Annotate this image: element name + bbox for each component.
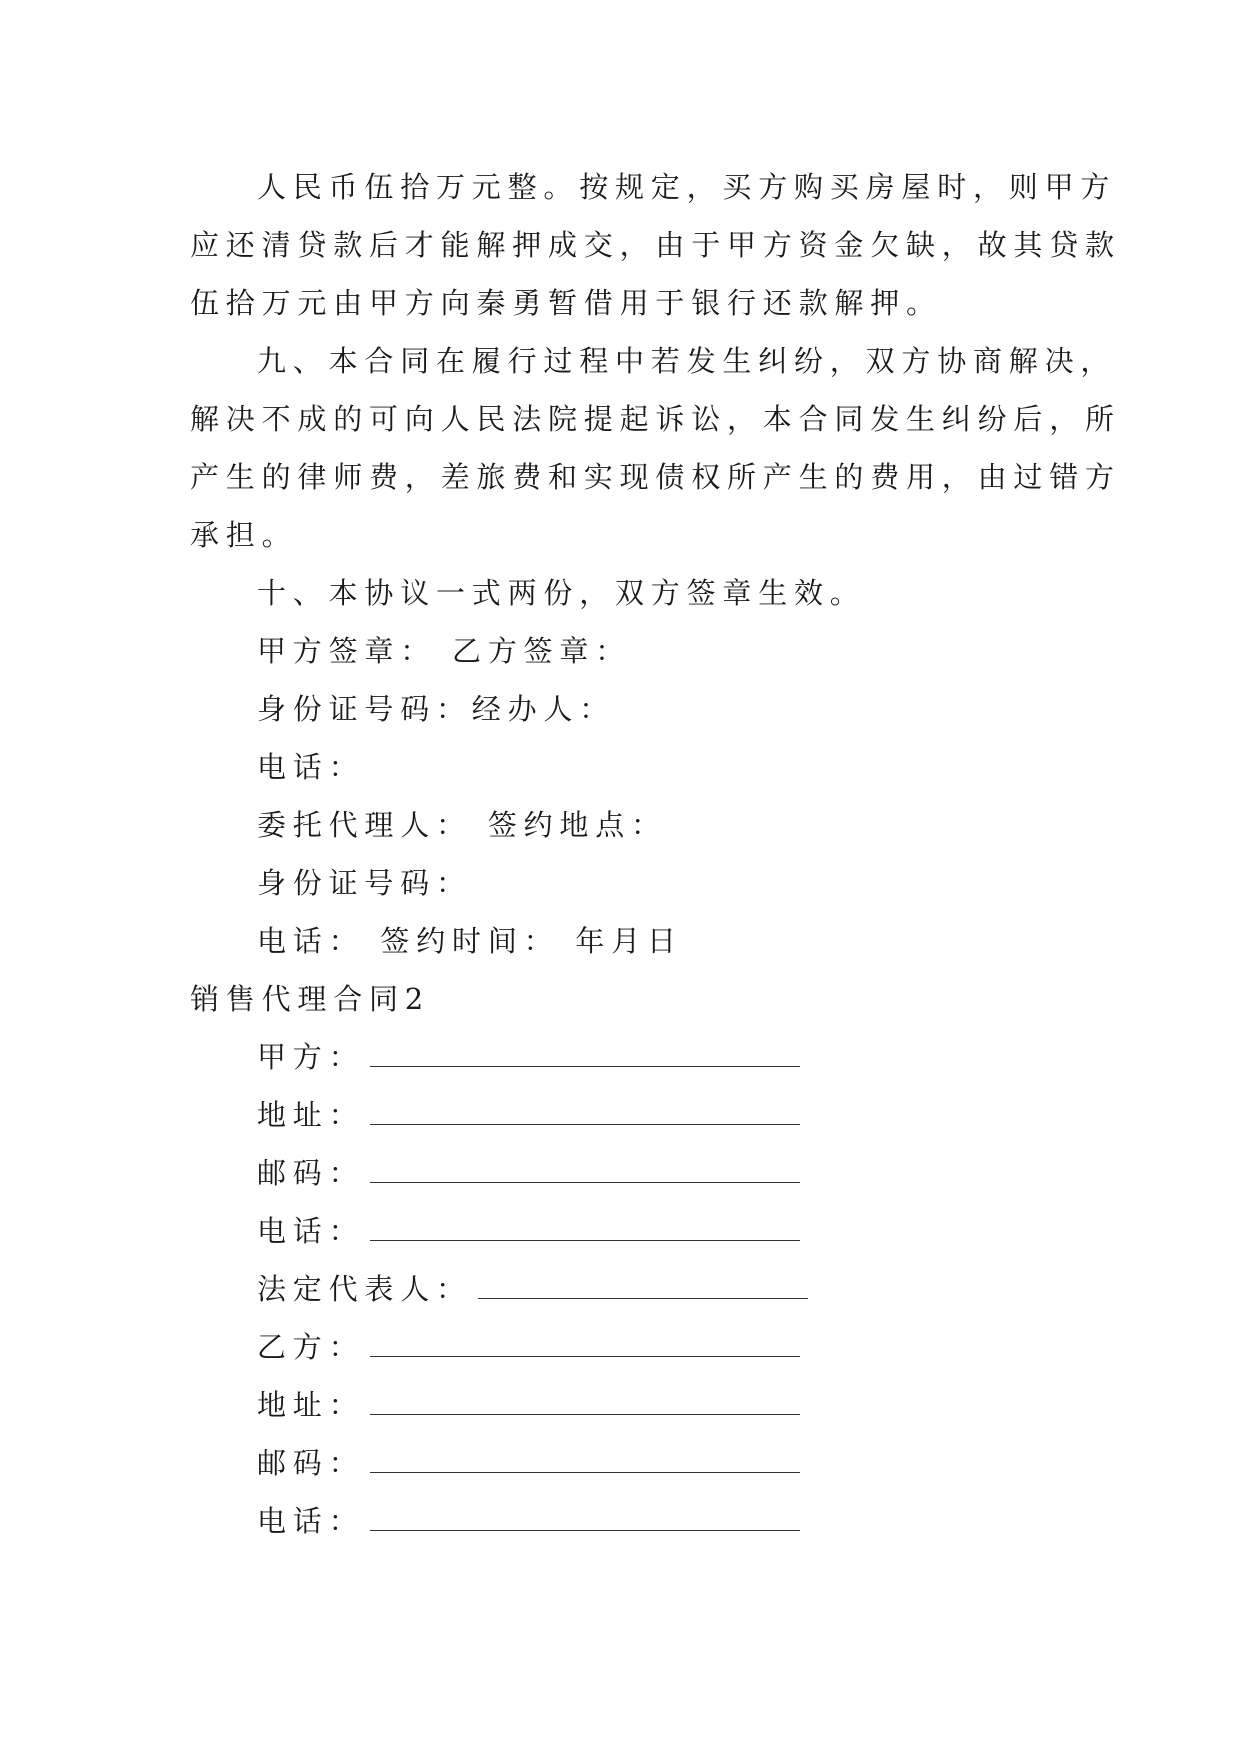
clause-nine-line: 承担。 [190, 518, 298, 552]
field-phone-b [257, 1501, 800, 1541]
signature-line: 电话： 签约时间： 年月日 [257, 924, 683, 958]
fill-in-blank [370, 1450, 800, 1473]
paragraph-line: 伍拾万元由甲方向秦勇暂借用于银行还款解押。 [190, 286, 942, 320]
paragraph-line: 应还清贷款后才能解押成交，由于甲方资金欠缺，故其贷款 [190, 228, 1121, 262]
field-label: 地址： [257, 1098, 365, 1132]
clause-ten: 十、本协议一式两份，双方签章生效。 [257, 576, 866, 610]
field-label: 电话： [257, 1504, 365, 1538]
fill-in-blank [370, 1102, 800, 1125]
fill-in-blank [370, 1334, 800, 1357]
field-postcode-a [257, 1153, 800, 1193]
field-label: 法定代表人： [257, 1272, 472, 1306]
signature-line: 委托代理人： 签约地点： [257, 808, 667, 842]
fill-in-blank [370, 1392, 800, 1415]
signature-line: 电话： [257, 750, 365, 784]
second-contract-title: 销售代理合同2 [190, 982, 431, 1016]
field-postcode-b [257, 1443, 800, 1483]
fill-in-blank [370, 1044, 800, 1067]
field-address-b [257, 1385, 800, 1425]
field-phone-a [257, 1211, 800, 1251]
field-label: 电话： [257, 1214, 365, 1248]
signature-line: 身份证号码：经办人： [257, 692, 616, 726]
field-label: 乙方： [257, 1330, 365, 1364]
field-party-b [257, 1327, 800, 1367]
field-address-a [257, 1095, 800, 1135]
signature-line: 甲方签章： 乙方签章： [257, 634, 632, 668]
field-label: 地址： [257, 1388, 365, 1422]
fill-in-blank [370, 1508, 800, 1531]
paragraph-line: 人民币伍拾万元整。按规定，买方购买房屋时，则甲方 [257, 170, 1117, 204]
field-label: 甲方： [257, 1040, 365, 1074]
fill-in-blank [478, 1276, 808, 1299]
fill-in-blank [370, 1218, 800, 1241]
signature-line: 身份证号码： [257, 866, 472, 900]
field-legal-rep [257, 1269, 808, 1309]
field-label: 邮码： [257, 1156, 365, 1190]
fill-in-blank [370, 1160, 800, 1183]
field-label: 邮码： [257, 1446, 365, 1480]
clause-nine-line: 解决不成的可向人民法院提起诉讼，本合同发生纠纷后，所 [190, 402, 1121, 436]
clause-nine-line: 九、本合同在履行过程中若发生纠纷，双方协商解决， [257, 344, 1117, 378]
clause-nine-line: 产生的律师费，差旅费和实现债权所产生的费用，由过错方 [190, 460, 1121, 494]
field-party-a [257, 1037, 800, 1077]
